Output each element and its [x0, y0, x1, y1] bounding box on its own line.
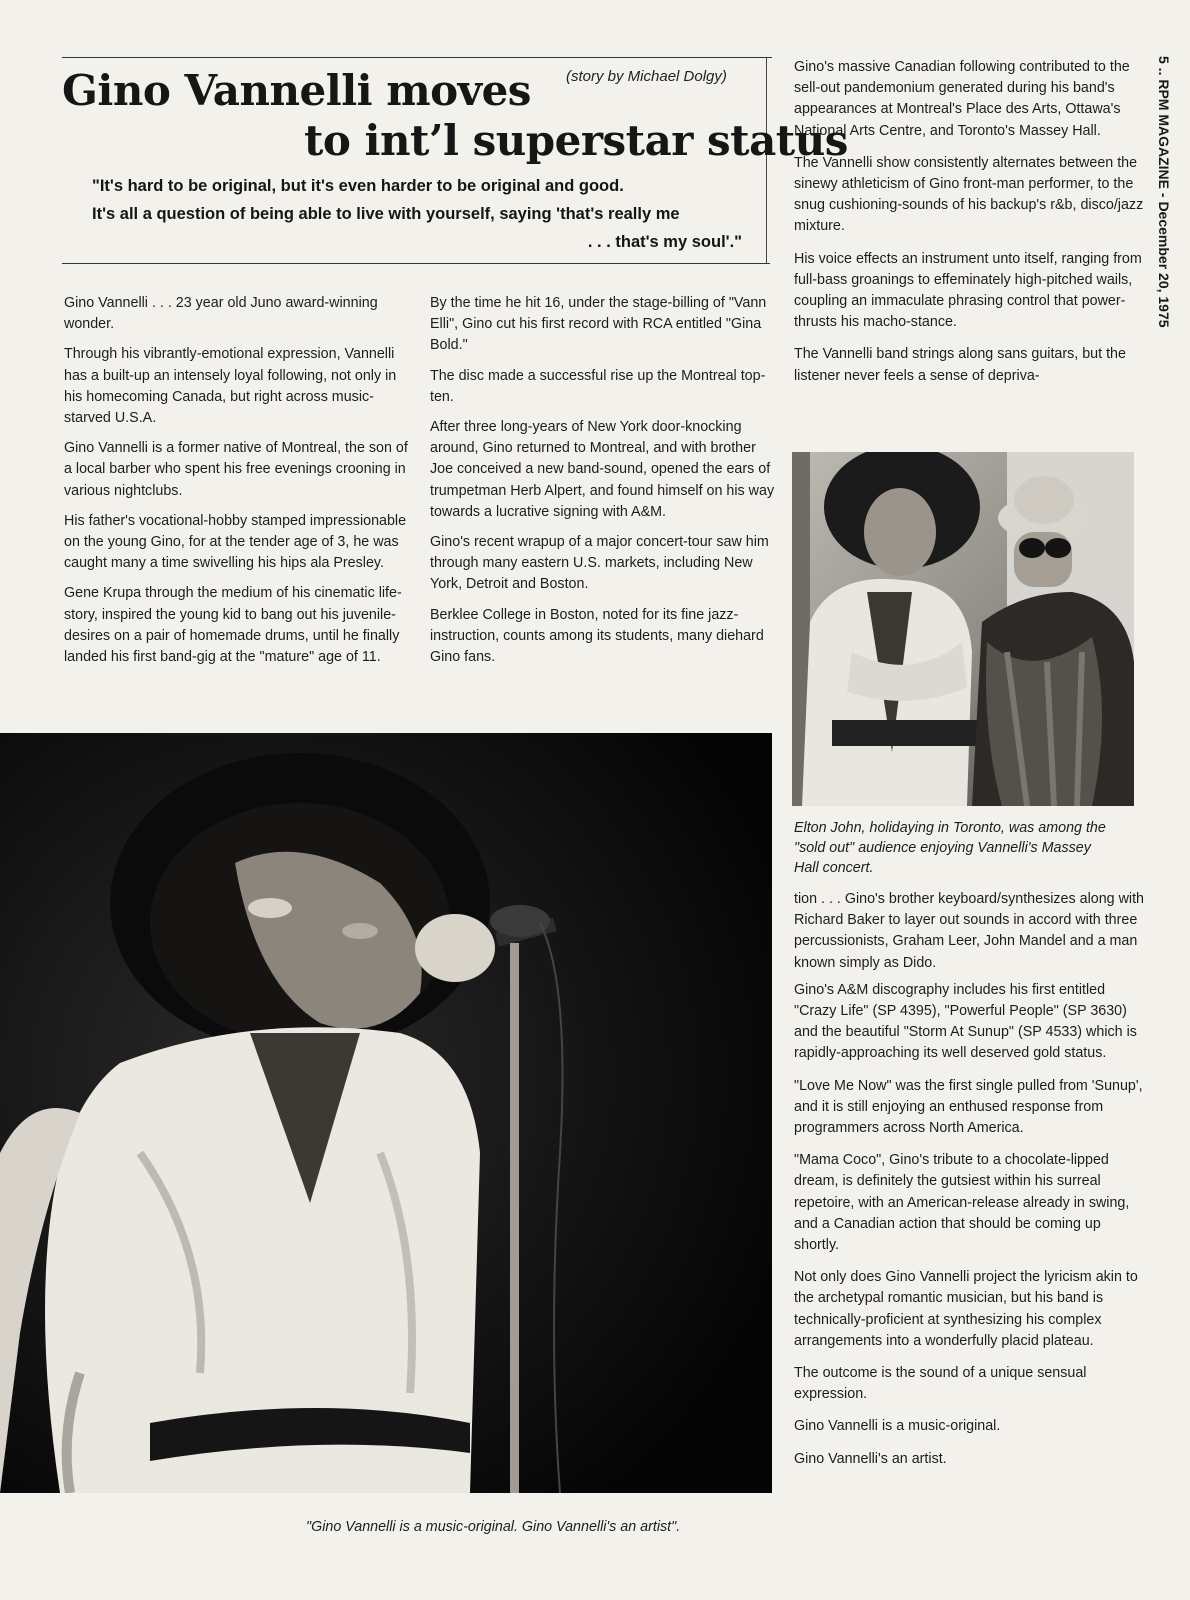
photo-elton-john-graphic [792, 452, 1134, 806]
paragraph: Gino Vannelli . . . 23 year old Juno award-winning wonder. [64, 295, 378, 333]
paragraph: By the time he hit 16, under the stage-billing of "Vann Elli", Gino cut his first record with RCA entitled "Gina Bold." [430, 295, 767, 354]
paragraph: After three long-years of New York door-knocking around, Gino returned to Montreal, and with brother Joe conceived a new band-sound, opened the ears of trumpetman Herb Alpert, and found himself on his way towards a lucrative signing with A&M. [430, 419, 775, 520]
pullquote-line-2: It's all a question of being able to live with yourself, saying 'that's really me [92, 205, 680, 223]
photo-gino-concert [0, 733, 772, 1493]
paragraph: Not only does Gino Vannelli project the lyricism akin to the archetypal romantic musician, but his band is technically-proficient at synthesizing his complex arrangements into a wonderfully placid plateau. [794, 1269, 1138, 1349]
byline: (story by Michael Dolgy) [566, 68, 727, 85]
paragraph: Gino's massive Canadian following contributed to the sell-out pandemonium generated during his band's appearances at Montreal's Place des Arts, Ottawa's National Arts Centre, and Toronto's Massey Hall. [794, 59, 1130, 139]
paragraph: Gino Vannelli's an artist. [794, 1450, 947, 1467]
paragraph: Gino Vannelli is a music-original. [794, 1418, 1001, 1435]
paragraph: "Love Me Now" was the first single pulled from 'Sunup', and it is still enjoying an enthused response from programmers across North America. [794, 1077, 1143, 1137]
photo-elton-john [792, 452, 1134, 806]
paragraph: The Vannelli show consistently alternates between the sinewy athleticism of Gino front-man performer, to the snug cushioning-sounds of his backup's r&b, disco/jazz mixture. [794, 154, 1144, 235]
pullquote [92, 172, 762, 256]
header-bottom-rule [62, 263, 770, 264]
paragraph: Through his vibrantly-emotional expression, Vannelli has a built-up an intensely loyal following, not only in his homecoming Canada, but right across music-starved U.S.A. [64, 346, 397, 427]
paragraph: His voice effects an instrument unto itself, ranging from full-bass groanings to effeminately high-pitched wails, coupling an immaculate phrasing control that power-thrusts his macho-stance. [794, 250, 1142, 331]
headline-line-1: Gino Vannelli moves [62, 66, 531, 115]
article-column-2 [430, 293, 775, 677]
paragraph: The Vannelli band strings along sans guitars, but the listener never feels a sense of depriva- [794, 346, 1126, 384]
photo-gino-concert-graphic [0, 733, 772, 1493]
paragraph: His father's vocational-hobby stamped impressionable on the young Gino, for at the tender age of 3, he was caught many a time swivelling his hips ala Presley. [64, 512, 407, 572]
pullquote-line-3: . . . that's my soul'." [587, 233, 742, 251]
top-rule [62, 57, 772, 58]
article-column-3-top [794, 57, 1144, 398]
paragraph: "Mama Coco", Gino's tribute to a chocolate-lipped dream, is definitely the gutsiest within his surreal repetoire, with an American-release already in swing, and a Canadian action that should be coming up shortly. [794, 1152, 1130, 1254]
paragraph: The disc made a successful rise up the Montreal top-ten. [430, 367, 766, 405]
article-column-1 [64, 293, 414, 677]
pullquote-line-1: "It's hard to be original, but it's even harder to be original and good. [92, 177, 624, 195]
paragraph: Gino Vannelli is a former native of Montreal, the son of a local barber who spent his free evenings crooning in various nightclubs. [64, 440, 408, 499]
headline-line-2: to int’l superstar status [304, 116, 848, 165]
running-head: 5 .. RPM MAGAZINE - December 20, 1975 [1156, 56, 1172, 328]
photo-gino-concert-caption: "Gino Vannelli is a music-original. Gino Vannelli's an artist". [306, 1519, 681, 1535]
photo-elton-john-caption: Elton John, holidaying in Toronto, was among the "sold out" audience enjoying Vannelli's Massey Hall concert. [794, 820, 1106, 876]
paragraph: Gino's A&M discography includes his first entitled "Crazy Life" (SP 4395), "Powerful People" (SP 3630) and the beautiful "Storm At Sunup" (SP 4533) which is rapidly-approaching its well deserved gold status. [794, 981, 1137, 1062]
paragraph: Berklee College in Boston, noted for its fine jazz-instruction, counts among its students, many diehard Gino fans. [430, 606, 764, 666]
paragraph: tion . . . Gino's brother keyboard/synthesizes along with Richard Baker to layer out sounds in accord with three percussionists, Graham Leer, John Mandel and a man known simply as Dido. [794, 891, 1145, 971]
paragraph: Gene Krupa through the medium of his cinematic life-story, inspired the young kid to bang out his juvenile-desires on a pair of homemade drums, until he finally landed his first band-gig at the "mature" age of 11. [64, 585, 402, 666]
article-column-3-bottom [794, 889, 1146, 1481]
paragraph: Gino's recent wrapup of a major concert-tour saw him through many eastern U.S. markets, including New York, Detroit and Boston. [430, 534, 769, 593]
paragraph: The outcome is the sound of a unique sensual expression. [794, 1365, 1087, 1403]
